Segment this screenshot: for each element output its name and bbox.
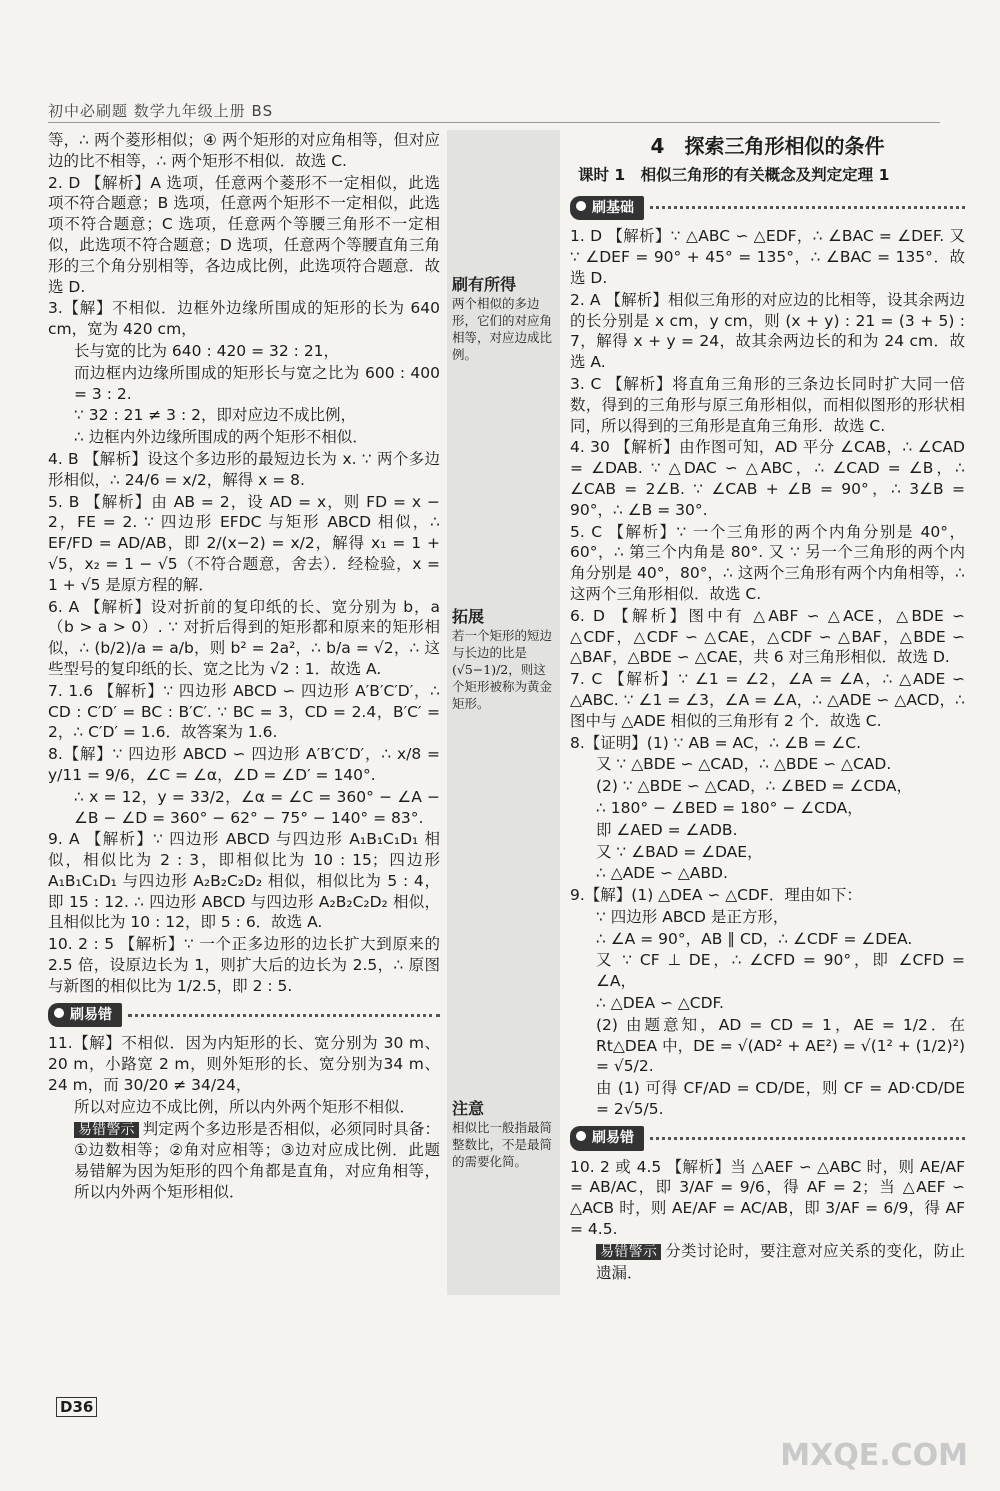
warning-text: 分类讨论时，要注意对应关系的变化，防止遗漏． — [596, 1241, 965, 1282]
answer-line: 所以对应边不成比例，所以内外两个矩形不相似． — [74, 1097, 416, 1116]
warning-note — [48, 1119, 440, 1203]
answer-item: 7. C 【解析】∵ ∠1 = ∠2，∠A = ∠A，∴ △ADE ∽ △ABC. ∵ ∠1 = ∠3，∠A = ∠A，∴ △ADE ∽ △ACD，∴ 图中与 △ADE 相似的三角形有 2 个．故选 C. — [570, 670, 965, 730]
banner-dots — [650, 1137, 965, 1140]
answer-item: 9. A 【解析】∵ 四边形 ABCD 与四边形 A₁B₁C₁D₁ 相似，相似比为 2 : 3，即相似比为 10 : 15；四边形 A₁B₁C₁D₁ 与四边形 A₂B₂C₂D₂ 相似，相似比为 5 : 4，即 15 : 12. ∴ 四边形 ABCD 与四边形 A₂B₂C₂D₂ 相似，且相似比为 10 : 12，即 5 : 6．故选 A. — [48, 830, 440, 932]
answer-item: 7. 1.6 【解析】∵ 四边形 ABCD ∽ 四边形 A′B′C′D′，∴ CD : C′D′ = BC : B′C′. ∵ BC = 3，CD = 2.4，B′C′ = 2，∴ C′D′ = 1.6．故答案为 1.6. — [48, 681, 440, 742]
left-column — [48, 130, 440, 1204]
answer-item: 8.【解】∵ 四边形 ABCD ∽ 四边形 A′B′C′D′，∴ x/8 = y/11 = 9/6，∠C = ∠α，∠D = ∠D′ = 140°. — [48, 745, 440, 784]
answer-line: ∴ △DEA ∽ △CDF. — [596, 994, 724, 1013]
answer-line: 又 ∵ △BDE ∽ △CAD，∴ △BDE ∽ △CAD. — [596, 755, 892, 774]
answer-item: 6. D 【解析】图中有 △ABF ∽ △ACE，△BDE ∽ △CDF，△CDF ∽ △CAE，△CDF ∽ △BAF，△BDE ∽ △BAF，△BDE ∽ △CAE，共 6 对三角形相似．故选 D. — [570, 606, 965, 667]
answer-item: 5. B 【解析】由 AB = 2，设 AD = x，则 FD = x − 2，FE = 2. ∵ 四边形 EFDC 与矩形 ABCD 相似，∴ EF/FD = AD/AB，即 2/(x−2) = x/2，解得 x₁ = 1 + √5，x₂ = 1 − √5（不符合题意，舍去）．经检验，x = 1 + √5 是原方程的解． — [48, 492, 440, 594]
watermark-logo: MXQE.COM — [780, 1438, 968, 1473]
banner-dots — [650, 206, 965, 209]
answer-item: 2. D 【解析】A 选项，任意两个菱形不一定相似，此选项不符合题意；B 选项，任意两个矩形不一定相似，此选项不符合题意；C 选项，任意两个等腰三角形不一定相似，此选项不符合题意；D 选项，任意两个等腰直角三角形的三个角分别相等，各边成比例，此选项符合题意．故选 D. — [48, 173, 440, 296]
answer-line: ∴ 边框内外边缘所围成的两个矩形不相似． — [74, 428, 368, 447]
answer-line: ∵ 32 : 21 ≠ 3 : 2，即对应边不成比例， — [74, 406, 356, 425]
answer-item: 11.【解】不相似．因为内矩形的长、宽分别为 30 m、20 m，小路宽 2 m，则外矩形的长、宽分别为34 m、24 m，而 30/20 ≠ 34/24， — [48, 1034, 440, 1095]
answer-item: 3.【解】不相似．边框外边缘所围成的矩形的长为 640 cm，宽为 420 cm， — [48, 299, 440, 339]
answer-item: 5. C 【解析】∵ 一个三角形的两个内角分别是 40°，60°，∴ 第三个内角是 80°. 又 ∵ 另一个三角形的两个内角分别是 40°，80°，∴ 这两个三角形有两个内角相等，∴ 这两个三角形相似．故选 C. — [570, 522, 965, 603]
answer-item: 等，∴ 两个菱形相似；④ 两个矩形的对应角相等，但对应边的比不相等，∴ 两个矩形不相似．故选 C. — [48, 131, 440, 170]
page-header: 初中必刷题 数学九年级上册 BS — [48, 102, 274, 120]
answer-line: (2) ∵ △BDE ∽ △CAD，∴ ∠BED = ∠CDA， — [596, 777, 912, 796]
answer-line: 由 (1) 可得 CF/AD = CD/DE，则 CF = AD·CD/DE = 2√5/5. — [596, 1079, 965, 1119]
side-note-1 — [452, 276, 558, 363]
header-divider — [48, 122, 940, 123]
answer-item: 10. 2 : 5 【解析】∵ 一个正多边形的边长扩大到原来的 2.5 倍，设原边长为 1，则扩大后的边长为 2.5，∴ 原图与新图的相似比为 1/2.5，即 2 : 5. — [48, 935, 440, 995]
answer-line: ∴ △ADE ∽ △ABD. — [596, 864, 728, 883]
side-note-text: 两个相似的多边形，它们的对应角相等，对应边成比例。 — [452, 296, 553, 362]
side-note-title: 注意 — [452, 1099, 485, 1118]
answer-item: 4. 30 【解析】由作图可知，AD 平分 ∠CAB，∴ ∠CAD = ∠DAB. ∵ △DAC ∽ △ABC，∴ ∠CAD = ∠B，∴ ∠CAB = 2∠B. ∵ ∠CAB + ∠B = 90°，∴ 3∠B = 90°，∴ ∠B = 30°. — [570, 438, 965, 519]
answer-item: 2. A 【解析】相似三角形的对应边的比相等，设其余两边的长分别是 x cm，y cm，则 (x + y) : 21 = (3 + 5) : 7，解得 x + y = 24，故其余两边长的和为 24 cm．故选 A. — [570, 290, 965, 372]
side-note-title: 刷有所得 — [452, 275, 517, 294]
answer-line: 即 ∠AED = ∠ADB. — [596, 820, 738, 839]
section-banner-mistakes — [48, 1003, 440, 1028]
answer-item: 1. D 【解析】∵ △ABC ∽ △EDF，∴ ∠BAC = ∠DEF. 又 ∵ ∠DEF = 90° + 45° = 135°，∴ ∠BAC = 135°．故选 D. — [570, 227, 965, 287]
page-number: D36 — [56, 1397, 97, 1417]
answer-line: ∴ x = 12，y = 33/2，∠α = ∠C = 360° − ∠A − ∠B − ∠D = 360° − 62° − 75° − 140° = 83°. — [74, 787, 440, 827]
side-note-text: 相似比一般指最简整数比，不是最简的需要化简。 — [452, 1120, 553, 1169]
answer-item: 9.【解】(1) △DEA ∽ △CDF．理由如下： — [570, 886, 862, 905]
banner-dots — [128, 1014, 440, 1017]
answer-item: 3. C 【解析】将直角三角形的三条边长同时扩大同一倍数，得到的三角形与原三角形相似，而相似图形的形状相同，所以得到的三角形是直角三角形．故选 C. — [570, 374, 965, 435]
section-banner-mistakes-right — [570, 1126, 965, 1151]
answer-line: ∴ 180° − ∠BED = 180° − ∠CDA， — [596, 798, 863, 817]
side-note-3 — [452, 1100, 558, 1170]
warning-label: 易错警示 — [74, 1122, 139, 1138]
side-note-text: 若一个矩形的短边与长边的比是 (√5−1)/2，则这个矩形被称为黄金矩形。 — [452, 628, 553, 711]
banner-badge: 刷易错 — [48, 1003, 122, 1028]
banner-badge: 刷易错 — [570, 1126, 644, 1151]
answer-item: 4. B 【解析】设这个多边形的最短边长为 x. ∵ 两个多边形相似，∴ 24/6 = x/2，解得 x = 8. — [48, 449, 440, 489]
warning-label: 易错警示 — [596, 1244, 661, 1260]
warning-text: 判定两个多边形是否相似，必须同时具备：①边数相等；②角对应相等；③边对应成比例．此题易错解为因为矩形的四个角都是直角，对应角相等，所以内外两个矩形相似． — [74, 1119, 440, 1202]
section-banner-basics — [570, 196, 965, 221]
answer-line: (2) 由题意知，AD = CD = 1，AE = 1/2．在 Rt△DEA 中，DE = √(AD² + AE²) = √(1² + (1/2)²) = √5/2. — [596, 1015, 965, 1076]
section-title: 4 探索三角形相似的条件 — [650, 134, 885, 158]
side-note-2 — [452, 608, 558, 712]
banner-badge: 刷基础 — [570, 196, 644, 221]
answer-line: 又 ∵ ∠BAD = ∠DAE， — [596, 842, 763, 861]
answer-item: 8.【证明】(1) ∵ AB = AC，∴ ∠B = ∠C. — [570, 733, 861, 752]
side-note-title: 拓展 — [452, 607, 485, 626]
warning-note — [570, 1241, 965, 1284]
answer-line: ∵ 四边形 ABCD 是正方形， — [596, 907, 789, 926]
right-column — [570, 130, 965, 1284]
answer-line: ∴ ∠A = 90°，AB ∥ CD，∴ ∠CDF = ∠DEA. — [596, 929, 913, 948]
answer-line: 长与宽的比为 640 : 420 = 32 : 21， — [74, 341, 340, 360]
lesson-subtitle: 课时 1 相似三角形的有关概念及判定定理 1 — [578, 165, 890, 184]
answer-line: 而边框内边缘所围成的矩形长与宽之比为 600 : 400 = 3 : 2. — [74, 363, 440, 403]
answer-line: 又 ∵ CF ⊥ DE，∴ ∠CFD = 90°，即 ∠CFD = ∠A， — [596, 951, 965, 991]
answer-item: 10. 2 或 4.5 【解析】当 △AEF ∽ △ABC 时，则 AE/AF = AB/AC，即 3/AF = 9/6，得 AF = 2；当 △AEF ∽ △ACB 时，则 AE/AF = AC/AB，即 3/AF = 6/9，得 AF = 4.5. — [570, 1157, 965, 1239]
answer-item: 6. A 【解析】设对折前的复印纸的长、宽分别为 b，a（b > a > 0）. ∵ 对折后得到的矩形都和原来的矩形相似，∴ (b/2)/a = a/b，则 b² = 2a²，∴ b/a = √2，∴ 这些型号的复印纸的长、宽之比为 √2 : 1．故选 A. — [48, 597, 440, 678]
